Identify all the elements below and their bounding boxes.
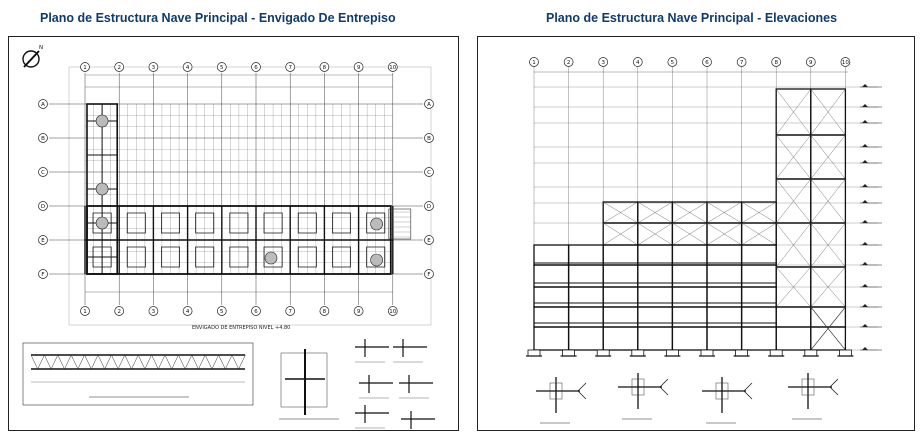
plan-col-top-9-label: 9 bbox=[356, 65, 361, 71]
frame-bay bbox=[603, 327, 638, 350]
frame-bay bbox=[569, 245, 604, 265]
truss-web bbox=[118, 355, 125, 369]
truss-web bbox=[105, 355, 112, 369]
footing-5 bbox=[666, 350, 678, 356]
truss-web bbox=[65, 355, 72, 369]
truss-web bbox=[225, 355, 232, 369]
frame-bay bbox=[672, 327, 707, 350]
footing-6 bbox=[701, 350, 713, 356]
plan-row-left-B-label: B bbox=[41, 136, 45, 142]
plan-col-bottom-5-label: 5 bbox=[220, 309, 224, 315]
plan-row-left-A-label: A bbox=[41, 102, 45, 108]
right-plan-title: Plano de Estructura Nave Principal - Elevaciones bbox=[546, 11, 838, 25]
level-marker-icon bbox=[862, 284, 868, 287]
elev-col-7-label: 7 bbox=[739, 60, 744, 66]
level-marker-icon bbox=[862, 104, 868, 107]
connection-pad-4 bbox=[371, 218, 383, 230]
frame-bay bbox=[569, 265, 604, 287]
connection-pad-1 bbox=[96, 183, 108, 195]
frame-bay bbox=[776, 307, 811, 327]
plan-col-top-7-label: 7 bbox=[288, 65, 292, 71]
footing-2 bbox=[563, 350, 575, 356]
plan-col-bottom-10-label: 10 bbox=[389, 309, 397, 315]
frame-bay bbox=[811, 327, 846, 350]
truss-web bbox=[138, 355, 145, 369]
plan-col-bottom-9-label: 9 bbox=[356, 309, 361, 315]
plan-drawing-border bbox=[69, 67, 431, 325]
north-label: N bbox=[39, 45, 44, 51]
elev-col-3-label: 3 bbox=[601, 60, 605, 66]
frame-bay bbox=[534, 287, 569, 307]
frame-bay bbox=[672, 245, 707, 265]
level-marker-icon bbox=[862, 160, 868, 163]
truss-web bbox=[232, 355, 239, 369]
plan-details bbox=[23, 339, 435, 432]
truss-web bbox=[38, 355, 45, 369]
frame-bay bbox=[672, 287, 707, 307]
frame-bay bbox=[638, 307, 673, 327]
plan-col-bottom-4-label: 4 bbox=[185, 309, 190, 315]
truss-web bbox=[91, 355, 98, 369]
truss-web bbox=[178, 355, 185, 369]
elevation-details bbox=[536, 373, 838, 423]
floor-plan-sheet bbox=[8, 36, 459, 431]
elev-col-5-label: 5 bbox=[670, 60, 675, 66]
plan-col-top-6-label: 6 bbox=[254, 65, 258, 71]
connection-pad-2 bbox=[96, 217, 108, 229]
plan-row-right-A-label: A bbox=[427, 102, 431, 108]
frame-bay bbox=[742, 287, 777, 307]
plan-row-left-D-label: D bbox=[40, 204, 46, 210]
footing-9 bbox=[805, 350, 817, 356]
elev-col-9-label: 9 bbox=[809, 60, 813, 66]
plan-col-top-2-label: 2 bbox=[117, 65, 121, 71]
truss-web bbox=[44, 355, 51, 369]
level-marker-icon bbox=[862, 144, 868, 147]
footing-3 bbox=[597, 350, 609, 356]
plan-col-top-3-label: 3 bbox=[151, 65, 156, 71]
truss-web bbox=[172, 355, 179, 369]
frame-bay bbox=[707, 245, 742, 265]
truss-web bbox=[51, 355, 58, 369]
truss-web bbox=[132, 355, 139, 369]
elev-col-2-label: 2 bbox=[566, 60, 571, 66]
level-marker-icon bbox=[862, 324, 868, 327]
level-marker-icon bbox=[862, 304, 868, 307]
frame-bay bbox=[638, 287, 673, 307]
footing-1 bbox=[528, 350, 540, 356]
plan-row-left-E-label: E bbox=[41, 238, 45, 244]
frame-bay bbox=[534, 265, 569, 287]
frame-bay bbox=[569, 327, 604, 350]
plan-row-right-F-label: F bbox=[427, 272, 431, 278]
frame-bay bbox=[569, 287, 604, 307]
elevation-frame bbox=[526, 89, 853, 356]
truss-web bbox=[192, 355, 199, 369]
truss-web bbox=[31, 355, 38, 369]
frame-bay bbox=[742, 245, 777, 265]
truss-web bbox=[239, 355, 246, 369]
elev-col-1-label: 1 bbox=[532, 60, 536, 66]
footing-8 bbox=[770, 350, 782, 356]
frame-bay bbox=[638, 265, 673, 287]
elevation-axis-bubbles bbox=[530, 58, 850, 67]
frame-bay bbox=[603, 287, 638, 307]
elev-col-6-label: 6 bbox=[705, 60, 709, 66]
truss-web bbox=[145, 355, 152, 369]
frame-bay bbox=[742, 265, 777, 287]
level-marker-icon bbox=[862, 242, 868, 245]
plan-grid bbox=[49, 67, 431, 325]
elevation-drawing bbox=[478, 37, 916, 432]
plan-row-right-D-label: D bbox=[426, 204, 432, 210]
truss-web bbox=[165, 355, 172, 369]
truss-web bbox=[125, 355, 132, 369]
truss-web bbox=[85, 355, 92, 369]
level-marker-icon bbox=[862, 84, 868, 87]
frame-bay bbox=[638, 245, 673, 265]
plan-row-right-E-label: E bbox=[427, 238, 431, 244]
plan-col-bottom-2-label: 2 bbox=[117, 309, 121, 315]
plan-col-bottom-8-label: 8 bbox=[322, 309, 327, 315]
frame-bay bbox=[742, 327, 777, 350]
truss-web bbox=[212, 355, 219, 369]
frame-bay bbox=[534, 327, 569, 350]
connection-pad-5 bbox=[371, 254, 383, 266]
plan-row-left-F-label: F bbox=[41, 272, 45, 278]
truss-detail-frame bbox=[23, 343, 253, 405]
plan-col-bottom-7-label: 7 bbox=[288, 309, 292, 315]
frame-bay bbox=[707, 287, 742, 307]
truss-web bbox=[58, 355, 65, 369]
level-marker-icon bbox=[862, 347, 868, 350]
elev-col-4-label: 4 bbox=[636, 60, 640, 66]
frame-bay bbox=[534, 245, 569, 265]
elevation-sheet bbox=[477, 36, 915, 431]
truss-web bbox=[185, 355, 192, 369]
truss-web bbox=[205, 355, 212, 369]
frame-bay bbox=[776, 327, 811, 350]
level-marker-icon bbox=[862, 184, 868, 187]
plan-col-top-10-label: 10 bbox=[389, 65, 397, 71]
truss-web bbox=[152, 355, 159, 369]
plan-col-top-4-label: 4 bbox=[185, 65, 190, 71]
level-marker-icon bbox=[862, 120, 868, 123]
frame-bay bbox=[672, 307, 707, 327]
plan-row-right-C-label: C bbox=[427, 170, 431, 176]
north-arrow-icon bbox=[23, 45, 43, 67]
truss-web bbox=[111, 355, 118, 369]
footing-4 bbox=[632, 350, 644, 356]
frame-bay bbox=[811, 307, 846, 327]
frame-bay bbox=[707, 327, 742, 350]
elev-col-10-label: 10 bbox=[841, 60, 849, 66]
truss-web bbox=[78, 355, 85, 369]
frame-bay bbox=[707, 265, 742, 287]
elev-col-8-label: 8 bbox=[774, 60, 778, 66]
level-marker-icon bbox=[862, 200, 868, 203]
floor-plan-drawing bbox=[9, 37, 460, 432]
frame-bay bbox=[603, 307, 638, 327]
plan-col-bottom-6-label: 6 bbox=[254, 309, 258, 315]
level-marker-icon bbox=[862, 220, 868, 223]
frame-bay bbox=[603, 265, 638, 287]
frame-bay bbox=[569, 307, 604, 327]
frame-bay bbox=[672, 265, 707, 287]
connection-pad-0 bbox=[96, 115, 108, 127]
truss-web bbox=[219, 355, 226, 369]
plan-col-bottom-3-label: 3 bbox=[151, 309, 156, 315]
frame-bay bbox=[638, 327, 673, 350]
plan-col-bottom-1-label: 1 bbox=[83, 309, 87, 315]
level-marker-icon bbox=[862, 262, 868, 265]
plan-row-right-B-label: B bbox=[427, 136, 431, 142]
plan-col-top-5-label: 5 bbox=[220, 65, 224, 71]
frame-bay bbox=[534, 307, 569, 327]
footing-10 bbox=[839, 350, 851, 356]
frame-bay bbox=[707, 307, 742, 327]
truss-web bbox=[98, 355, 105, 369]
plan-col-top-8-label: 8 bbox=[322, 65, 327, 71]
plan-row-left-C-label: C bbox=[41, 170, 45, 176]
plan-caption: ENVIGADO DE ENTREPISO NIVEL +4.80 bbox=[192, 325, 291, 331]
footing-7 bbox=[736, 350, 748, 356]
truss-web bbox=[71, 355, 78, 369]
plan-col-top-1-label: 1 bbox=[83, 65, 87, 71]
truss-web bbox=[158, 355, 165, 369]
truss-web bbox=[199, 355, 206, 369]
frame-bay bbox=[742, 307, 777, 327]
left-plan-title: Plano de Estructura Nave Principal - Envigado De Entrepiso bbox=[40, 11, 396, 25]
connection-pad-3 bbox=[265, 252, 277, 264]
frame-bay bbox=[603, 245, 638, 265]
